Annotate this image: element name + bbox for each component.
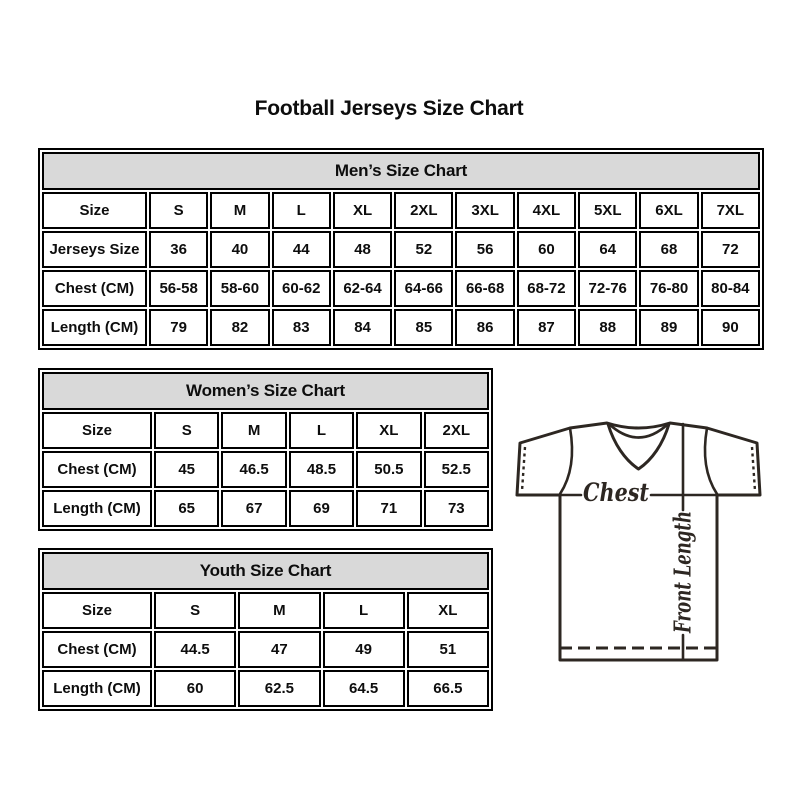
- data-cell: 64-66: [394, 270, 453, 307]
- table-row: [42, 231, 760, 268]
- data-cell: 44: [272, 231, 331, 268]
- data-cell: 60: [154, 670, 236, 707]
- row-label: Length (CM): [42, 670, 152, 707]
- data-cell: 44.5: [154, 631, 236, 668]
- data-cell: 3XL: [455, 192, 514, 229]
- youth-table-header: Youth Size Chart: [42, 552, 489, 590]
- jersey-outline: [517, 423, 760, 660]
- data-cell: 40: [210, 231, 269, 268]
- table-row: [42, 309, 760, 346]
- row-label: Chest (CM): [42, 451, 152, 488]
- data-cell: 72: [701, 231, 760, 268]
- data-cell: 73: [424, 490, 489, 527]
- data-cell: M: [238, 592, 320, 629]
- data-cell: 85: [394, 309, 453, 346]
- data-cell: 51: [407, 631, 489, 668]
- data-cell: 79: [149, 309, 208, 346]
- data-cell: 84: [333, 309, 392, 346]
- data-cell: 56: [455, 231, 514, 268]
- row-label: Jerseys Size: [42, 231, 147, 268]
- womens-table-header: Women’s Size Chart: [42, 372, 489, 410]
- row-label: Length (CM): [42, 490, 152, 527]
- data-cell: S: [154, 412, 219, 449]
- data-cell: 72-76: [578, 270, 637, 307]
- data-cell: 86: [455, 309, 514, 346]
- data-cell: 68: [639, 231, 698, 268]
- data-cell: 65: [154, 490, 219, 527]
- data-cell: 69: [289, 490, 354, 527]
- data-cell: 60: [517, 231, 576, 268]
- data-cell: 58-60: [210, 270, 269, 307]
- data-cell: L: [289, 412, 354, 449]
- data-cell: 89: [639, 309, 698, 346]
- youth-size-table: [38, 548, 493, 711]
- data-cell: 48.5: [289, 451, 354, 488]
- data-cell: 56-58: [149, 270, 208, 307]
- data-cell: 4XL: [517, 192, 576, 229]
- row-label: Length (CM): [42, 309, 147, 346]
- data-cell: 68-72: [517, 270, 576, 307]
- data-cell: 46.5: [221, 451, 286, 488]
- row-label: Size: [42, 192, 147, 229]
- data-cell: S: [154, 592, 236, 629]
- data-cell: 50.5: [356, 451, 421, 488]
- data-cell: 64.5: [323, 670, 405, 707]
- data-cell: 62.5: [238, 670, 320, 707]
- data-cell: 87: [517, 309, 576, 346]
- data-cell: 83: [272, 309, 331, 346]
- data-cell: XL: [333, 192, 392, 229]
- data-cell: 76-80: [639, 270, 698, 307]
- table-row: [42, 412, 489, 449]
- data-cell: 90: [701, 309, 760, 346]
- mens-size-table: [38, 148, 764, 350]
- womens-size-table: [38, 368, 493, 531]
- row-label: Chest (CM): [42, 631, 152, 668]
- data-cell: 66.5: [407, 670, 489, 707]
- table-row: [42, 490, 489, 527]
- row-label: Chest (CM): [42, 270, 147, 307]
- data-cell: 52: [394, 231, 453, 268]
- data-cell: 71: [356, 490, 421, 527]
- table-row: [42, 670, 489, 707]
- table-row: [42, 192, 760, 229]
- row-label: Size: [42, 412, 152, 449]
- data-cell: 60-62: [272, 270, 331, 307]
- data-cell: 2XL: [424, 412, 489, 449]
- data-cell: 80-84: [701, 270, 760, 307]
- data-cell: XL: [407, 592, 489, 629]
- data-cell: 5XL: [578, 192, 637, 229]
- data-cell: 52.5: [424, 451, 489, 488]
- table-row: [42, 451, 489, 488]
- data-cell: 6XL: [639, 192, 698, 229]
- data-cell: 45: [154, 451, 219, 488]
- data-cell: L: [272, 192, 331, 229]
- page-title: Football Jerseys Size Chart: [254, 97, 524, 120]
- data-cell: M: [210, 192, 269, 229]
- data-cell: L: [323, 592, 405, 629]
- table-row: [42, 631, 489, 668]
- data-cell: 82: [210, 309, 269, 346]
- data-cell: 49: [323, 631, 405, 668]
- chest-label: Chest: [583, 478, 650, 507]
- data-cell: 47: [238, 631, 320, 668]
- front-length-label: Front Length: [669, 463, 697, 633]
- table-row: [42, 592, 489, 629]
- data-cell: 88: [578, 309, 637, 346]
- jersey-measurement-diagram: [504, 398, 776, 670]
- data-cell: 36: [149, 231, 208, 268]
- data-cell: 66-68: [455, 270, 514, 307]
- data-cell: 7XL: [701, 192, 760, 229]
- data-cell: 62-64: [333, 270, 392, 307]
- data-cell: M: [221, 412, 286, 449]
- data-cell: S: [149, 192, 208, 229]
- table-row: [42, 270, 760, 307]
- mens-table-header: Men’s Size Chart: [42, 152, 760, 190]
- data-cell: 48: [333, 231, 392, 268]
- jersey-diagram-svg: [504, 398, 776, 670]
- row-label: Size: [42, 592, 152, 629]
- data-cell: 64: [578, 231, 637, 268]
- data-cell: 67: [221, 490, 286, 527]
- data-cell: 2XL: [394, 192, 453, 229]
- data-cell: XL: [356, 412, 421, 449]
